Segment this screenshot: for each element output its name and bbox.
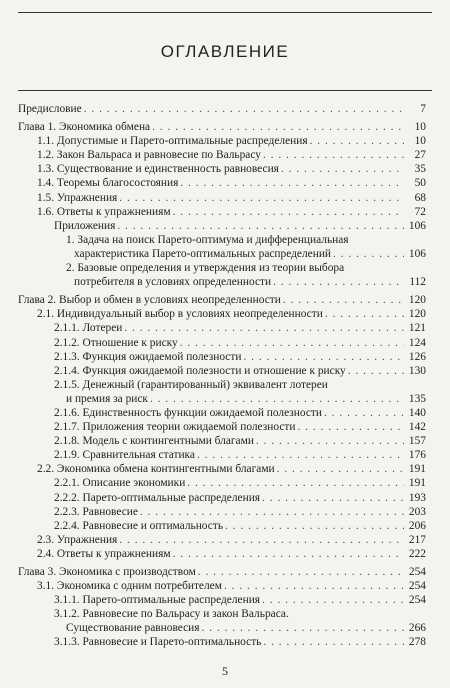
toc-entry-title: 1.4. Теоремы благосостояния [37,177,179,190]
toc-entry-title: 2.1.8. Модель с контингентными благами [54,435,254,448]
dot-leader [324,406,404,420]
dot-leader [84,102,404,116]
page-number: 5 [222,664,228,678]
toc-entry-page: 106 [408,247,426,260]
dot-leader [256,434,404,448]
dot-leader [243,350,404,364]
toc-entry-title: Глава 2. Выбор и обмен в условиях неопределенности [18,294,281,307]
toc-entry [18,533,426,547]
dot-leader [263,148,404,162]
toc-entry-title: Глава 3. Экономика с производством [18,566,196,578]
toc-entry-page: 72 [414,205,426,218]
dot-leader [117,219,404,233]
toc-entry-title: 2.1.2. Отношение к риску [54,336,178,349]
toc-entry-page: 27 [414,149,426,162]
toc-entry [18,434,426,448]
dot-leader [197,448,404,462]
toc-entry-title: 3.1.2. Равновесие по Вальрасу и закон Вальраса. [54,608,289,621]
toc-entry-title: 2.1.3. Функция ожидаемой полезности [54,350,242,363]
toc-entry-page: 50 [414,177,426,190]
toc-entry-title: 2. Базовые определения и утверждения из теории выбора [66,262,345,275]
toc-chapter-entry [18,565,426,579]
toc-entry [18,392,426,406]
toc-entry-page: 191 [408,463,426,476]
dot-leader [297,420,404,434]
dot-leader [180,176,404,190]
toc-entry-title: 2.3. Упражнения [37,533,118,546]
toc-entry [18,350,426,364]
toc-entry [18,579,426,593]
toc-entry-page: 157 [408,435,426,448]
toc-entry-title: 2.1.7. Приложения теории ожидаемой полезности [54,421,296,434]
toc-entry-page: 130 [408,364,426,377]
toc-entry-page: 10 [414,121,426,134]
dot-leader [262,491,404,505]
toc-chapter-entry [18,102,426,116]
toc-entry [18,505,426,519]
toc-entry [18,205,426,219]
table-of-contents [18,102,426,650]
toc-entry-page: 106 [408,219,426,232]
toc-entry-page: 135 [408,392,426,405]
toc-entry [18,148,426,162]
toc-entry-title: 2.2.3. Равновесие [54,505,138,518]
dot-leader [277,462,404,476]
toc-entry [18,176,426,190]
toc-entry-title: Существование равновесия [66,622,200,635]
toc-entry-title: 2.1.1. Лотереи [54,322,123,335]
toc-entry [18,378,426,392]
toc-entry-page: 124 [408,336,426,349]
toc-entry-page: 206 [408,519,426,532]
toc-entry-page: 112 [409,276,426,289]
toc-entry-page: 193 [408,491,426,504]
toc-entry-page: 142 [408,421,426,434]
dot-leader [224,579,404,593]
toc-entry [18,134,426,148]
toc-entry-page: 35 [414,163,426,176]
dot-leader [333,247,404,261]
toc-entry-title: 2.1. Индивидуальный выбор в условиях неопределенности [37,308,323,321]
dot-leader [124,321,404,335]
toc-entry [18,219,426,233]
toc-entry [18,233,426,247]
toc-entry-page: 191 [408,477,426,490]
dot-leader [281,162,404,176]
page-title: ОГЛАВЛЕНИЕ [160,42,290,61]
toc-entry-title: Глава 1. Экономика обмена [18,121,151,134]
toc-entry-page: 203 [408,505,426,518]
toc-entry-page: 278 [408,636,426,649]
toc-entry-title: 1.1. Допустимые и Парето-оптимальные распределения [37,135,308,148]
toc-entry [18,519,426,533]
toc-entry [18,462,426,476]
toc-entry-title: 2.2.1. Описание экономики [54,477,186,490]
dot-leader [150,392,404,406]
toc-entry-page: 121 [408,322,426,335]
toc-entry-page: 266 [408,622,426,635]
toc-entry [18,476,426,490]
toc-entry-title: 1.5. Упражнения [37,191,118,204]
toc-entry-page: 120 [408,294,426,307]
toc-entry-title: 3.1.1. Парето-оптимальные распределения [54,594,261,607]
toc-entry-title: 3.1.3. Равновесие и Парето-оптимальность [54,636,262,649]
toc-entry [18,261,426,275]
toc-entry-title: Предисловие [18,103,82,115]
top-rule [18,12,432,13]
toc-entry [18,635,426,649]
dot-leader [187,476,404,490]
toc-entry-page: 10 [414,135,426,148]
toc-entry-title: 1.2. Закон Вальраса и равновесие по Вальрасу [37,149,261,162]
dot-leader [152,120,404,134]
toc-entry [18,336,426,350]
dot-leader [273,275,404,289]
toc-entry-page: 140 [408,406,426,419]
dot-leader [119,191,404,205]
toc-entry-title: 2.1.9. Сравнительная статика [54,449,195,462]
toc-entry-title: 3.1. Экономика с одним потребителем [37,580,222,593]
toc-entry-title: и премия за риск [66,392,148,405]
dot-leader [119,533,404,547]
toc-entry-page: 68 [414,191,426,204]
toc-entry-page: 222 [408,547,426,560]
toc-entry-page: 120 [408,308,426,321]
dot-leader [180,336,404,350]
dot-leader [202,621,405,635]
dot-leader [140,505,404,519]
toc-entry [18,621,426,635]
toc-entry [18,420,426,434]
toc-entry-title: 2.2.4. Равновесие и оптимальность [54,519,224,532]
toc-entry-title: 2.1.5. Денежный (гарантированный) эквивалент лотереи [54,378,328,391]
toc-entry-title: Приложения [54,219,116,232]
toc-entry-title: 1. Задача на поиск Парето-оптимума и дифференциальная [66,233,349,246]
toc-entry-page: 254 [408,580,426,593]
toc-entry-page: 126 [408,350,426,363]
toc-chapter-entry [18,293,426,307]
toc-entry [18,547,426,561]
dot-leader [310,134,404,148]
toc-entry-title: 2.4. Ответы к упражнениям [37,547,171,560]
toc-entry-title: 2.1.4. Функция ожидаемой полезности и отношение к риску [54,364,346,377]
toc-entry-page: 217 [408,533,426,546]
toc-entry [18,191,426,205]
dot-leader [225,519,404,533]
dot-leader [173,547,404,561]
dot-leader [263,635,404,649]
toc-entry-title: характеристика Парето-оптимальных распределений [74,247,332,260]
title-rule [18,90,432,91]
toc-entry [18,307,426,321]
toc-entry [18,491,426,505]
toc-entry [18,593,426,607]
toc-chapter-entry [18,120,426,134]
toc-entry-title: 2.1.6. Единственность функции ожидаемой полезности [54,406,322,419]
toc-entry [18,364,426,378]
dot-leader [283,293,404,307]
toc-entry-page: 254 [408,566,426,578]
dot-leader [262,593,404,607]
toc-entry [18,448,426,462]
toc-entry [18,607,426,621]
toc-entry-title: потребителя в условиях определенности [74,276,272,289]
dot-leader [173,205,404,219]
toc-entry [18,162,426,176]
dot-leader [325,307,404,321]
toc-entry-title: 1.6. Ответы к упражнениям [37,205,171,218]
toc-entry [18,406,426,420]
toc-entry-title: 2.2.2. Парето-оптимальные распределения [54,491,261,504]
toc-entry [18,321,426,335]
dot-leader [198,565,404,579]
toc-entry-page: 254 [408,594,426,607]
toc-entry [18,247,426,261]
toc-entry-title: 1.3. Существование и единственность равновесия [37,163,279,176]
toc-entry-title: 2.2. Экономика обмена контингентными благами [37,463,275,476]
dot-leader [348,364,404,378]
toc-entry [18,275,426,289]
toc-entry-page: 176 [408,449,426,462]
toc-entry-page: 7 [420,103,426,115]
